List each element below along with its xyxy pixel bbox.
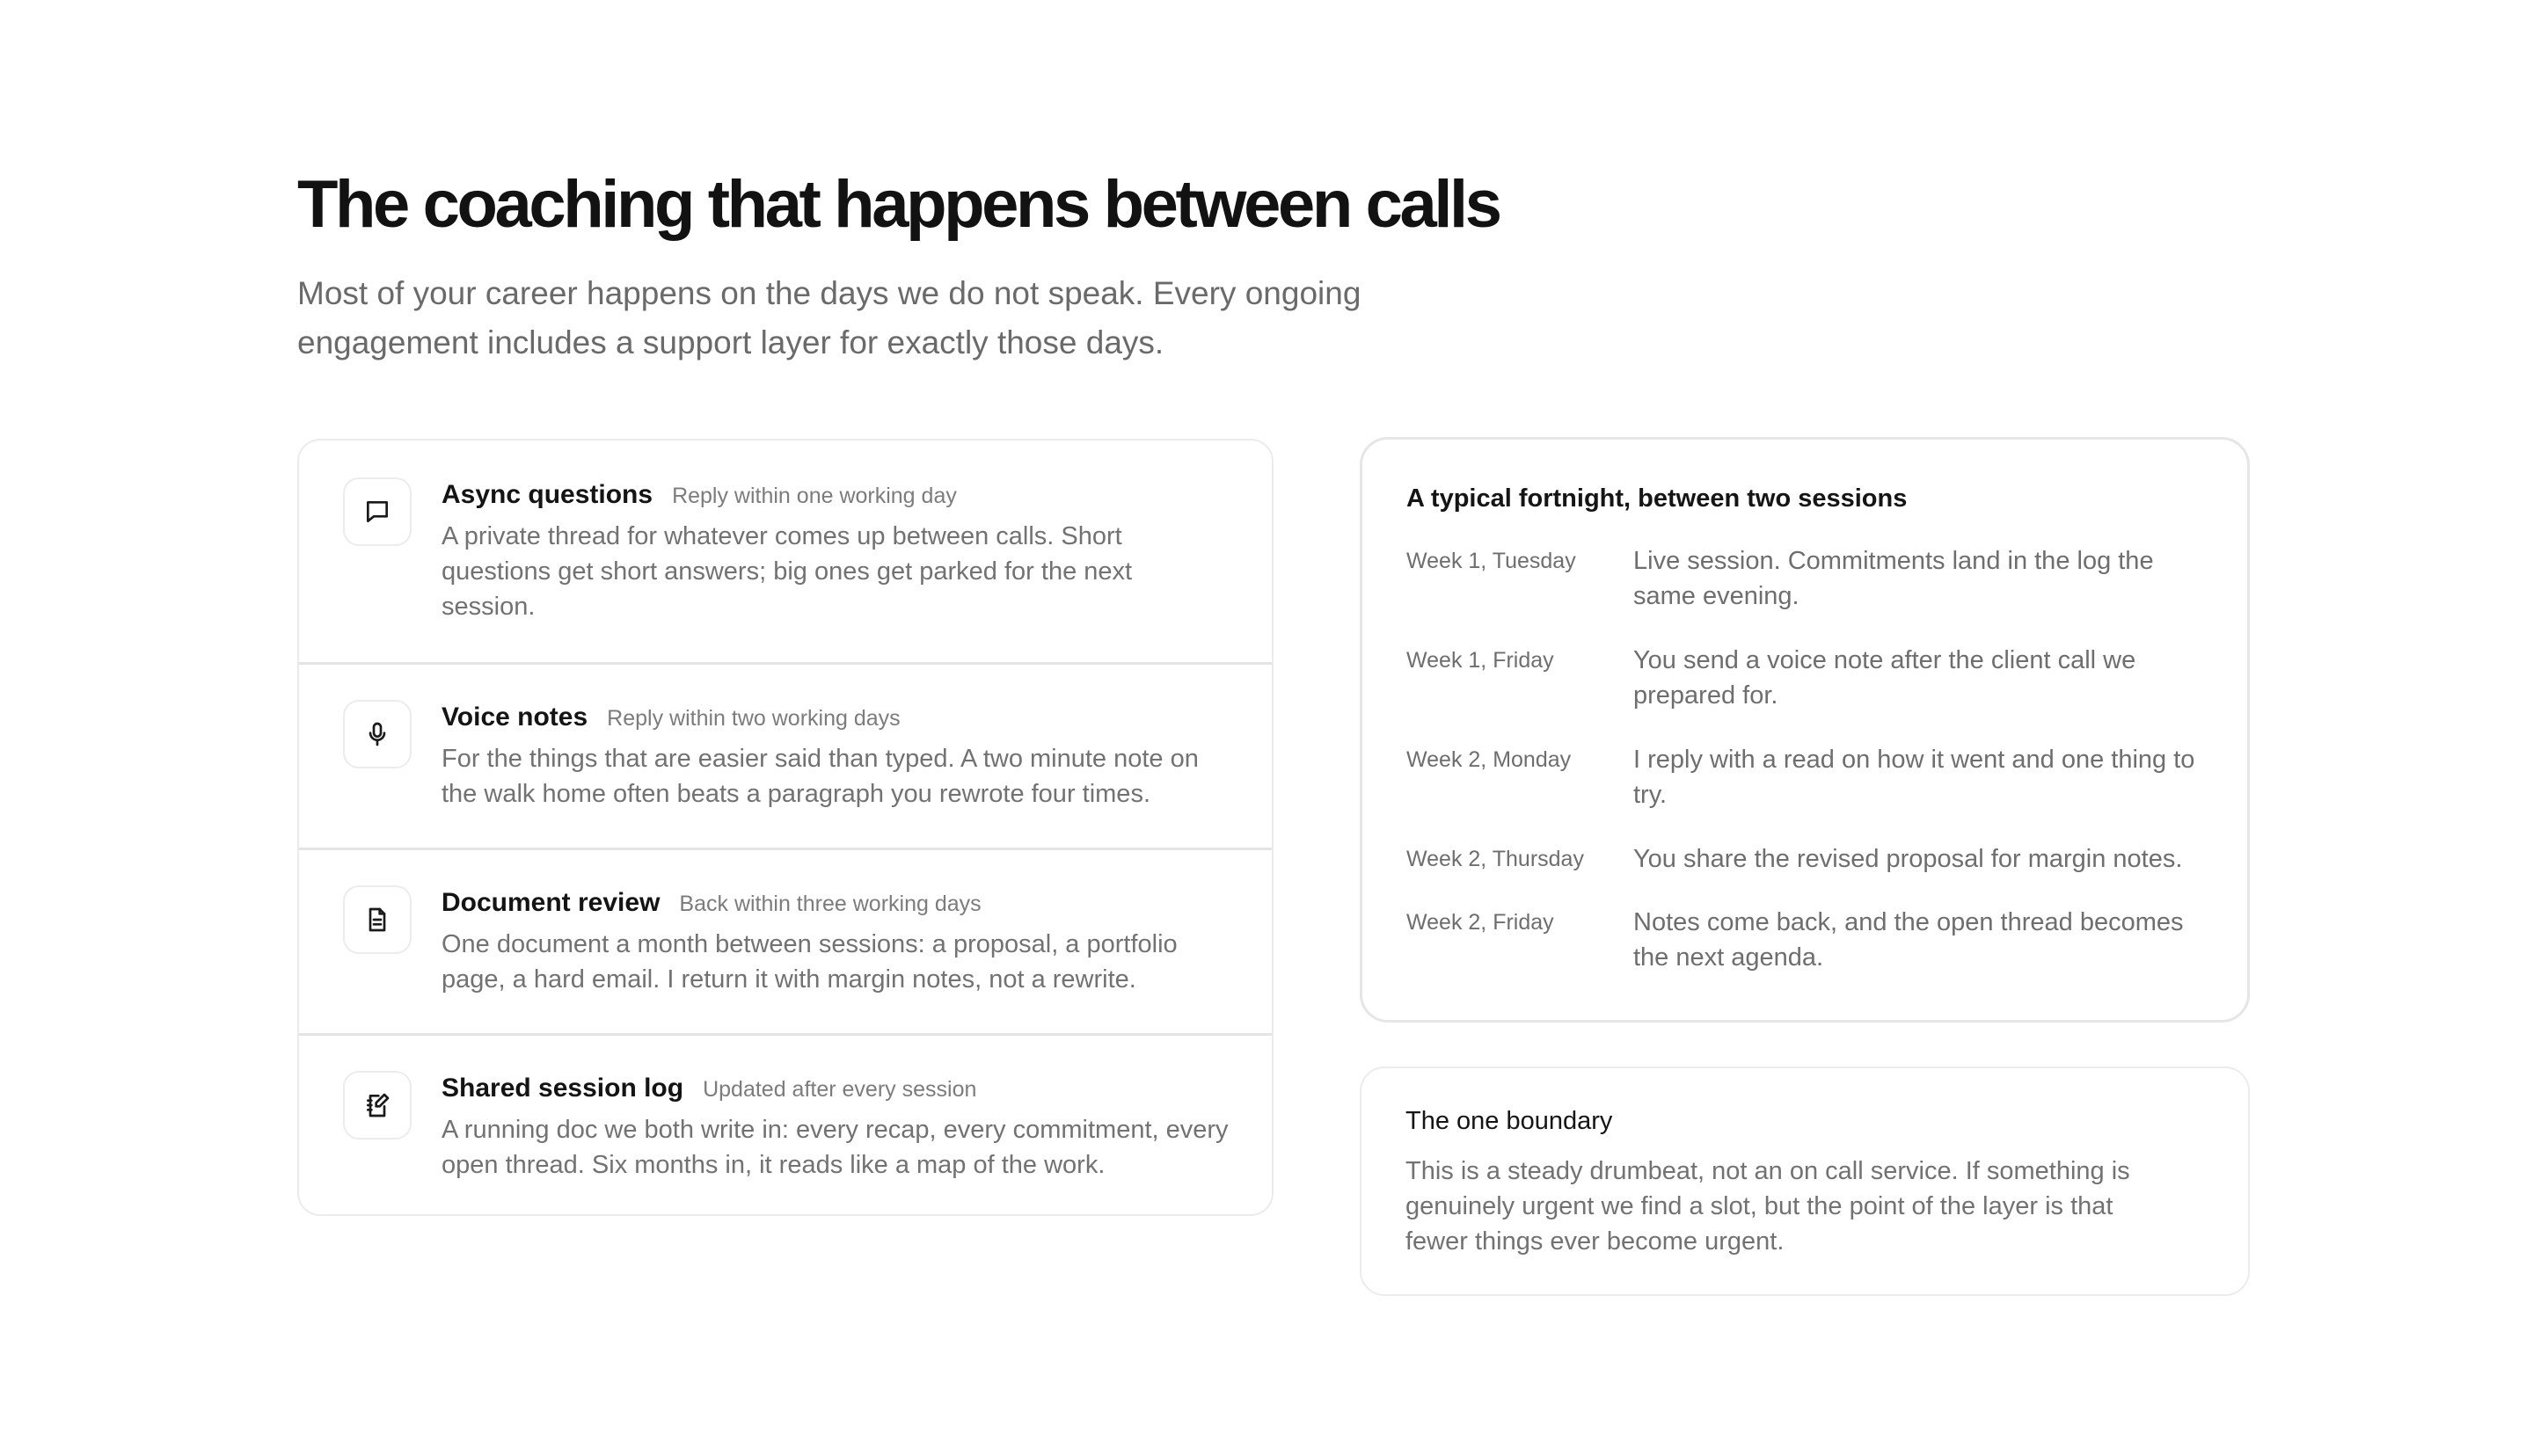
- channel-header: [442, 477, 1237, 513]
- microphone-icon: [343, 700, 412, 768]
- channel-voice-notes: [299, 662, 1272, 850]
- channel-async-questions: [299, 440, 1272, 665]
- timeline-title: A typical fortnight, between two sessions: [1406, 484, 1908, 513]
- channel-header: [442, 1071, 1237, 1107]
- channel-description: A running doc we both write in: every recap, every commitment, every open thread. Six months in, it reads like a map of the work.: [442, 1116, 1229, 1179]
- timeline-day: Week 1, Tuesday: [1406, 549, 1576, 573]
- channel-title: Document review: [442, 888, 661, 917]
- support-channels-card: [297, 439, 1274, 1216]
- boundary-card: [1360, 1067, 2250, 1296]
- fortnight-timeline-card: [1360, 437, 2250, 1023]
- channel-response-time: Back within three working days: [679, 892, 982, 916]
- document-icon: [343, 885, 412, 954]
- channel-header: [442, 700, 1237, 736]
- boundary-title: The one boundary: [1405, 1107, 1613, 1135]
- channel-response-time: Reply within one working day: [672, 484, 957, 508]
- page-subtitle: Most of your career happens on the days we do not speak. Every ongoing engagement includes a support layer for exactly those days.: [297, 275, 1361, 360]
- timeline-day: Week 2, Friday: [1406, 910, 1554, 935]
- channel-response-time: Reply within two working days: [607, 706, 901, 731]
- channel-document-review: [299, 848, 1272, 1036]
- channel-description: For the things that are easier said than typed. A two minute note on the walk home often beats a paragraph you rewrote four times.: [442, 745, 1199, 808]
- channel-shared-session-log: [299, 1033, 1272, 1216]
- channel-header: [442, 885, 1237, 921]
- notebook-pen-icon: [343, 1071, 412, 1139]
- timeline-day: Week 2, Thursday: [1406, 847, 1584, 871]
- timeline-event: You send a voice note after the client call we prepared for.: [1633, 646, 2136, 710]
- timeline-day: Week 2, Monday: [1406, 747, 1572, 772]
- channel-title: Shared session log: [442, 1074, 684, 1103]
- timeline-event: Live session. Commitments land in the log the same evening.: [1633, 547, 2154, 610]
- page-title: The coaching that happens between calls: [297, 167, 1500, 242]
- channel-response-time: Updated after every session: [703, 1077, 977, 1102]
- channel-title: Async questions: [442, 480, 653, 509]
- channel-description: One document a month between sessions: a proposal, a portfolio page, a hard email. I return it with margin notes, not a rewrite.: [442, 930, 1178, 994]
- boundary-text: This is a steady drumbeat, not an on call service. If something is genuinely urgent we find a slot, but the point of the layer is that fewer things ever become urgent.: [1405, 1157, 2130, 1256]
- timeline-event: I reply with a read on how it went and one thing to try.: [1633, 746, 2195, 809]
- chat-bubble-icon: [343, 477, 412, 546]
- timeline-event: Notes come back, and the open thread becomes the next agenda.: [1633, 908, 2184, 972]
- timeline-event: You share the revised proposal for margin notes.: [1633, 845, 2183, 873]
- channel-description: A private thread for whatever comes up between calls. Short questions get short answers; big ones get parked for the next session.: [442, 522, 1133, 621]
- timeline-day: Week 1, Friday: [1406, 648, 1554, 673]
- channel-title: Voice notes: [442, 703, 588, 732]
